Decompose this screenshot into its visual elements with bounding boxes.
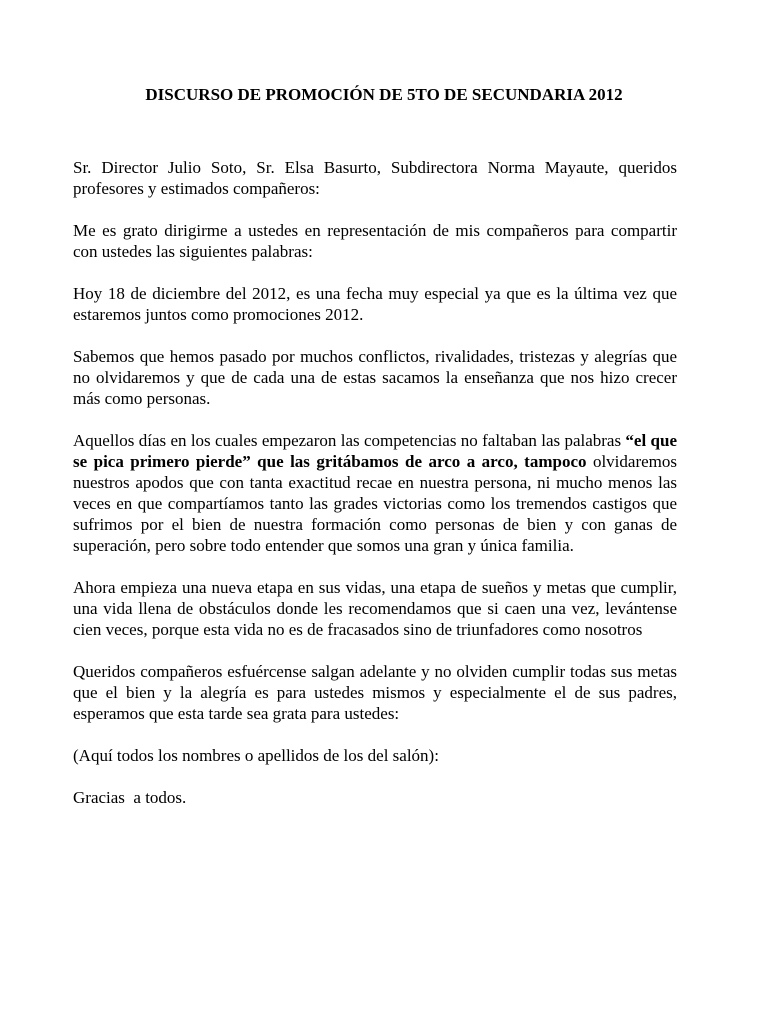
encouragement-paragraph: Queridos compañeros esfuércense salgan adelante y no olviden cumplir todas sus metas que el bien y la alegría es para ustedes mismos y especialmente el de sus padres, esperamos que esta tarde sea grata para ustedes: bbox=[73, 662, 677, 723]
intro-paragraph: Me es grato dirigirme a ustedes en representación de mis compañeros para compartir con ustedes las siguientes palabras: bbox=[73, 221, 677, 261]
names-note-paragraph: (Aquí todos los nombres o apellidos de los del salón): bbox=[73, 746, 439, 765]
document-title: DISCURSO DE PROMOCIÓN DE 5TO DE SECUNDARIA 2012 bbox=[145, 85, 623, 104]
greeting-paragraph: Sr. Director Julio Soto, Sr. Elsa Basurto, Subdirectora Norma Mayaute, queridos profesores y estimados compañeros: bbox=[73, 158, 677, 198]
competitions-text-end: olvidaremos nuestros apodos que con tanta exactitud recae en nuestra persona, ni mucho menos las veces en que compartíamos tanto las grades victorias como los tremendos castigos que sufrimos por el bien de nuestra formación como personas de bien y con ganas de superación, pero sobre todo entender que somos una gran y única familia. bbox=[73, 452, 677, 555]
thanks-paragraph: Gracias a todos. bbox=[73, 788, 187, 807]
new-stage-paragraph: Ahora empieza una nueva etapa en sus vidas, una etapa de sueños y metas que cumplir, una vida llena de obstáculos donde les recomendamos que si caen una vez, levántense cien veces, porque esta vida no es de fracasados sino de triunfadores como nosotros bbox=[73, 578, 677, 639]
competitions-paragraph bbox=[73, 430, 677, 556]
competitions-text-start: Aquellos días en los cuales empezaron las competencias no faltaban las palabras bbox=[73, 431, 626, 450]
document-body bbox=[73, 157, 677, 829]
conflicts-paragraph: Sabemos que hemos pasado por muchos conflictos, rivalidades, tristezas y alegrías que no olvidaremos y que de cada una de estas sacamos la enseñanza que nos hizo crecer más como personas. bbox=[73, 347, 677, 408]
date-paragraph: Hoy 18 de diciembre del 2012, es una fecha muy especial ya que es la última vez que estaremos juntos como promociones 2012. bbox=[73, 284, 677, 324]
competitions-emphasis: “el que se pica primero pierde” que las gritábamos de arco a arco, tampoco bbox=[73, 431, 677, 471]
